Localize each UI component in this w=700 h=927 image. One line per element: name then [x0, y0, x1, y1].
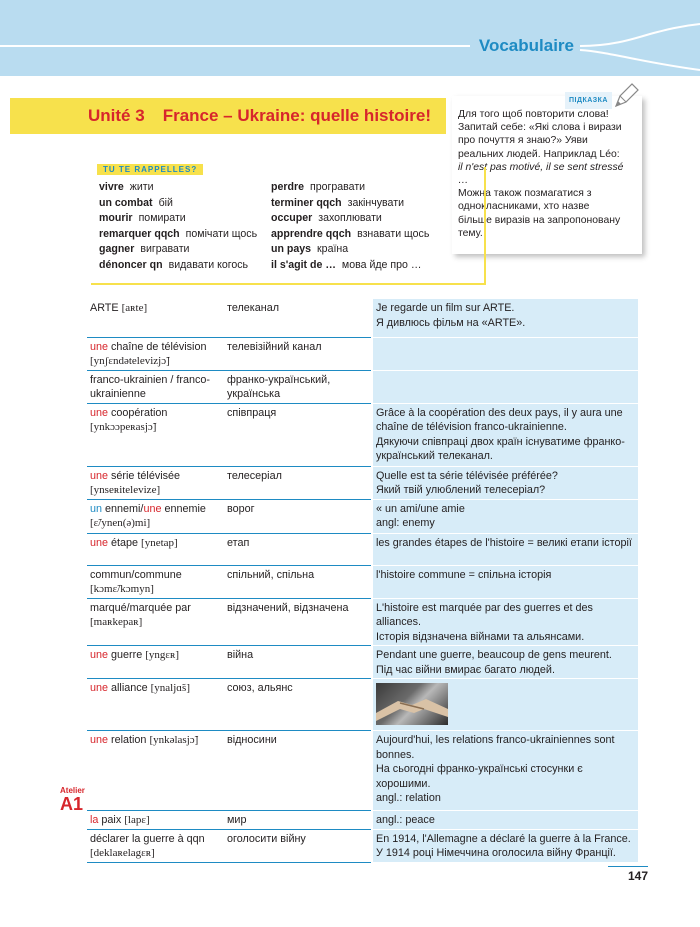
pencil-icon: [612, 82, 640, 110]
translation: ворог: [227, 502, 255, 515]
recall-ua: помічати щось: [185, 227, 258, 240]
translation: телеканал: [227, 302, 280, 314]
recall-ua: бій: [158, 196, 173, 209]
recall-fr: perdre: [271, 181, 304, 193]
vocab-word: marqué/marquée par: [90, 601, 191, 614]
hint-line: однокласниками, хто назве: [458, 201, 590, 213]
recall-item: [271, 211, 429, 227]
handshake-image: [376, 683, 448, 725]
example-line: Je regarde un film sur ARTE.: [376, 302, 515, 314]
vocab-translation-cell: [223, 533, 372, 565]
vocab-row: [87, 299, 638, 337]
recall-item: [271, 227, 429, 243]
example-line: L'histoire est marquée par des guerres et des alliances.: [376, 601, 593, 628]
recall-item: [99, 258, 257, 274]
vocab-row: [87, 466, 638, 499]
example-line: Я дивлюсь фільм на «ARTE».: [376, 316, 526, 329]
vocab-example-cell: [372, 403, 638, 466]
header-band: [0, 0, 700, 76]
recall-fr: dénoncer qn: [99, 258, 163, 271]
recall-fr: occuper: [271, 212, 313, 224]
section-title: Vocabulaire: [478, 36, 574, 55]
pronunciation: [aʀte]: [121, 302, 148, 314]
example-line: У 1914 році Німеччина оголосила війну Франції.: [376, 847, 616, 859]
article: une: [90, 536, 109, 549]
vocab-word-cell: [87, 598, 223, 646]
recall-ua: захоплювати: [318, 212, 382, 224]
article: un: [90, 502, 103, 515]
recall-ua: вигравати: [140, 243, 190, 255]
example-line: На сьогодні франко-українські стосунки є хорошими.: [376, 763, 583, 790]
vocab-example-cell: [372, 811, 638, 830]
vocab-word: commun/commune: [90, 568, 182, 581]
vocab-row: [87, 679, 638, 731]
article: une: [90, 734, 109, 746]
vocab-translation-cell: [223, 466, 372, 499]
recall-fr: un pays: [271, 243, 312, 255]
vocab-translation-cell: [223, 598, 372, 646]
article: une: [90, 406, 109, 419]
vocab-table: [87, 299, 638, 863]
translation: франко-український, українська: [227, 373, 331, 400]
hint-line: тему.: [458, 227, 483, 239]
hint-line: il n'est pas motivé, il se sent stressé …: [458, 161, 624, 187]
vocab-row: [87, 598, 638, 646]
vocab-word: franco-ukrainien / franco-ukrainienne: [90, 373, 211, 400]
vocab-word: chaîne de télévision: [111, 340, 207, 353]
hint-line: Для того щоб повторити слова!: [458, 109, 609, 120]
recall-left-column: [99, 180, 257, 273]
hint-line: Запитай себе: «Які слова і вирази: [458, 122, 622, 134]
recall-item: [99, 211, 257, 227]
vocab-word: ARTE: [90, 302, 119, 314]
unit-number: Unité 3: [88, 106, 145, 125]
pronunciation: [deklaʀelagɛʀ]: [90, 847, 155, 859]
recall-ua: країна: [317, 243, 349, 255]
atelier-code: A1: [60, 794, 84, 814]
vocab-translation-cell: [223, 499, 372, 533]
pronunciation: [ynaljɑ̃s]: [150, 682, 190, 694]
translation: відносини: [227, 734, 277, 746]
translation: етап: [227, 536, 250, 549]
article: une: [90, 469, 109, 482]
vocab-word: alliance: [111, 682, 148, 694]
atelier-label: Atelier: [60, 786, 85, 795]
vocab-example-cell: [372, 829, 638, 862]
vocab-translation-cell: [223, 731, 372, 811]
article: la: [90, 814, 99, 826]
vocab-translation-cell: [223, 646, 372, 679]
vocab-word-cell: [87, 565, 223, 598]
pronunciation: [kɔmɛ̃/kɔmyn]: [90, 583, 154, 595]
example-line: angl.: relation: [376, 792, 441, 804]
recall-fr: apprendre qqch: [271, 227, 352, 240]
recall-item: [271, 258, 429, 274]
vocab-word: paix: [101, 814, 122, 826]
hint-label: ПІДКАЗКА: [565, 92, 612, 109]
vocab-example-cell: [372, 337, 638, 370]
vocab-word-cell: [87, 533, 223, 565]
recall-fr: terminer qqch: [271, 196, 342, 209]
recall-ua: видавати когось: [168, 258, 249, 271]
article: une: [90, 340, 109, 353]
vocab-translation-cell: [223, 403, 372, 466]
hint-line: реальних людей. Наприклад Léo:: [458, 148, 620, 160]
translation: телесеріал: [227, 469, 282, 482]
example-line: Дякуючи співпраці двох країн існуватиме франко-український телеканал.: [376, 435, 625, 462]
vocab-word-cell: [87, 679, 223, 731]
hint-line: Можна також позмагатися з: [458, 188, 592, 200]
recall-ua: помирати: [138, 212, 186, 224]
vocab-word-cell: [87, 337, 223, 370]
vocab-word: étape: [111, 536, 139, 549]
recall-item: [271, 242, 429, 258]
pronunciation: [maʀkepaʀ]: [90, 616, 143, 628]
pronunciation: [ynkəlasjɔ̃]: [149, 734, 199, 746]
page-number: 147: [608, 866, 648, 883]
vocab-word: série télévisée: [111, 469, 181, 482]
hint-line: більше виразів на запропоновану: [458, 214, 621, 226]
recall-ua: мова йде про …: [341, 258, 422, 271]
article: une: [143, 502, 162, 515]
recall-fr: un combat: [99, 196, 153, 209]
translation: оголосити війну: [227, 832, 306, 845]
recall-item: [99, 196, 257, 212]
translation: війна: [227, 649, 254, 661]
vocab-word: ennemi/: [105, 502, 144, 515]
translation: союз, альянс: [227, 682, 293, 694]
translation: відзначений, відзначена: [227, 601, 349, 614]
pronunciation: [ynkɔɔpeʀasjɔ̃]: [90, 421, 157, 433]
vocab-translation-cell: [223, 370, 372, 403]
vocab-word: relation: [111, 734, 147, 746]
vocab-example-cell: [372, 299, 638, 337]
vocab-example-cell: [372, 370, 638, 403]
vocab-word-cell: [87, 370, 223, 403]
recall-right-column: [271, 180, 429, 273]
article: une: [90, 682, 109, 694]
example-line: l'histoire commune = спільна історія: [376, 568, 552, 581]
example-line: En 1914, l'Allemagne a déclaré la guerre à la France.: [376, 832, 631, 845]
pronunciation: [ɛ̃/ynen(ə)mi]: [90, 517, 151, 529]
vocab-word: coopération: [111, 406, 168, 419]
example-line: Pendant une guerre, beaucoup de gens meurent.: [376, 649, 612, 661]
recall-box: [91, 167, 486, 285]
recall-fr: remarquer qqch: [99, 227, 180, 240]
vocab-word: ennemie: [164, 502, 206, 515]
vocab-example-cell: [372, 598, 638, 646]
example-line: Grâce à la coopération des deux pays, il y aura une chaîne de télévision franco-ukrainienne.: [376, 406, 623, 433]
recall-item: [99, 180, 257, 196]
header-wave-decoration: [0, 0, 700, 76]
vocab-row: [87, 337, 638, 370]
translation: співпраця: [227, 406, 277, 419]
example-line: les grandes étapes de l'histoire = великі етапи історії: [376, 536, 632, 549]
vocab-word: guerre: [111, 649, 143, 661]
recall-ua: програвати: [309, 181, 366, 193]
vocab-translation-cell: [223, 811, 372, 830]
translation: спільний, спільна: [227, 568, 315, 581]
recall-item: [99, 242, 257, 258]
pronunciation: [ynʃɛndətelevizjɔ̃]: [90, 355, 170, 367]
recall-fr: vivre: [99, 181, 124, 193]
vocab-row: [87, 811, 638, 830]
recall-fr: gagner: [99, 243, 135, 255]
example-line: Aujourd'hui, les relations franco-ukrainiennes sont bonnes.: [376, 734, 615, 761]
vocab-word-cell: [87, 646, 223, 679]
pronunciation: [lapɛ]: [124, 814, 150, 826]
vocab-row: [87, 370, 638, 403]
example-line: Quelle est ta série télévisée préférée?: [376, 469, 558, 482]
unit-title: France – Ukraine: quelle histoire!: [162, 106, 431, 125]
vocab-translation-cell: [223, 337, 372, 370]
vocab-row: [87, 499, 638, 533]
hint-line: про почуття я знаю?» Уяви: [458, 135, 588, 147]
vocab-translation-cell: [223, 299, 372, 337]
vocab-translation-cell: [223, 679, 372, 731]
recall-item: [271, 180, 429, 196]
vocab-row: [87, 731, 638, 811]
example-line: angl.: peace: [376, 814, 435, 826]
example-line: Під час війни вмирає багато людей.: [376, 663, 555, 676]
vocab-word-cell: [87, 299, 223, 337]
vocab-word-cell: [87, 811, 223, 830]
pronunciation: [ynseʀitelevize]: [90, 484, 161, 496]
vocab-example-cell: [372, 499, 638, 533]
vocab-word-cell: [87, 403, 223, 466]
vocab-example-cell: [372, 679, 638, 731]
vocab-translation-cell: [223, 829, 372, 862]
example-line: Історія відзначена війнами та альянсами.: [376, 630, 585, 643]
vocab-row: [87, 829, 638, 862]
handshake-drawing: [376, 683, 448, 725]
recall-label: TU TE RAPPELLES?: [97, 164, 203, 175]
vocab-word-cell: [87, 466, 223, 499]
vocab-row: [87, 565, 638, 598]
recall-fr: mourir: [99, 212, 133, 224]
pronunciation: [yngɛʀ]: [145, 649, 180, 661]
recall-ua: жити: [129, 181, 154, 193]
article: une: [90, 649, 109, 661]
vocab-word-cell: [87, 499, 223, 533]
vocab-example-cell: [372, 533, 638, 565]
vocab-translation-cell: [223, 565, 372, 598]
pronunciation: [ynetap]: [141, 536, 178, 549]
example-line: Який твій улюблений телесеріал?: [376, 484, 546, 496]
vocab-example-cell: [372, 731, 638, 811]
recall-fr: il s'agit de …: [271, 258, 336, 271]
vocab-word: déclarer la guerre à qqn: [90, 832, 205, 845]
vocab-example-cell: [372, 646, 638, 679]
example-line: angl: enemy: [376, 517, 435, 529]
unit-title-bar: [10, 98, 446, 134]
example-line: « un ami/une amie: [376, 502, 465, 515]
vocab-example-cell: [372, 466, 638, 499]
translation: мир: [227, 814, 247, 826]
recall-item: [99, 227, 257, 243]
translation: телевізійний канал: [227, 340, 322, 353]
vocab-row: [87, 533, 638, 565]
recall-ua: закінчувати: [347, 196, 404, 209]
vocab-row: [87, 403, 638, 466]
vocab-example-cell: [372, 565, 638, 598]
recall-item: [271, 196, 429, 212]
vocab-word-cell: [87, 829, 223, 862]
vocab-row: [87, 646, 638, 679]
vocab-word-cell: [87, 731, 223, 811]
recall-ua: взнавати щось: [357, 227, 430, 240]
atelier-marker: [60, 786, 85, 813]
